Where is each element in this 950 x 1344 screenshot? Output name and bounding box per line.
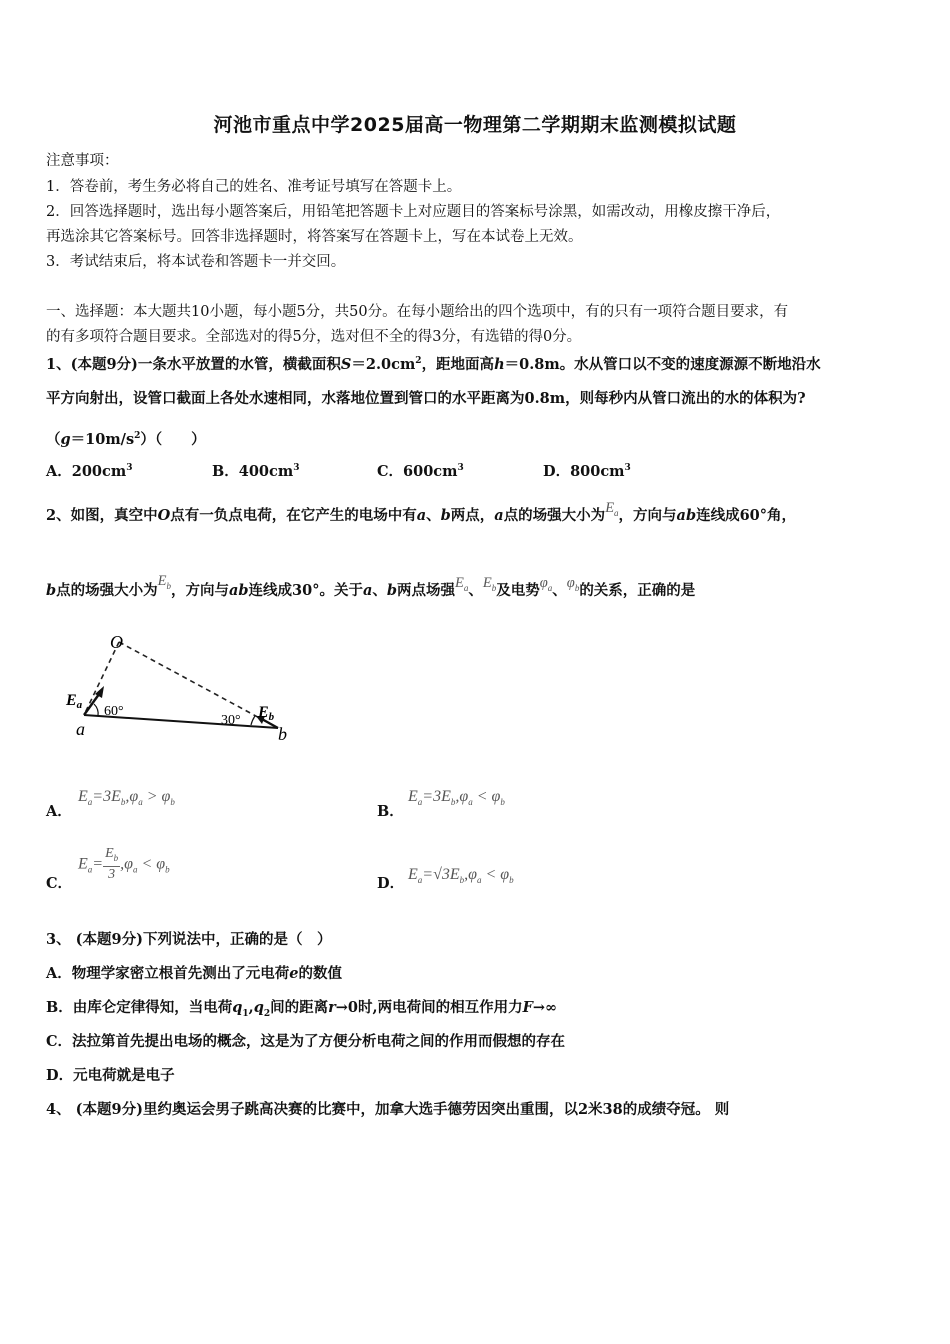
q3-option-d[interactable]: D．元电荷就是电子 — [46, 1067, 175, 1084]
q3-option-b[interactable]: B．由库仑定律得知，当电荷$q_1,q_2$间的距离r→0时,两电荷间的相互作用力F→∞ — [46, 999, 558, 1019]
label-a: a — [76, 719, 85, 739]
q1-stem-line1: 1、(本题9分)一条水平放置的水管，横截面积$S=2.0cm^2$，距地面高h＝0.8m。水从管口以不变的速度源源不断地沿水 — [46, 355, 821, 373]
section-header-line1: 一、选择题：本大题共10小题，每小题5分，共50分。在每小题给出的四个选项中，有的只有一项符合题目要求，有 — [46, 304, 789, 320]
section-header-line2: 的有多项符合题目要求。全部选对的得5分，选对但不全的得3分，有选错的得0分。 — [46, 329, 582, 345]
q3-option-c[interactable]: C．法拉第首先提出电场的概念，这是为了方便分析电荷之间的作用而假想的存在 — [46, 1033, 566, 1050]
angle-a-arc — [94, 704, 98, 716]
q1-option-d[interactable]: D．$800cm^3$ — [543, 463, 631, 480]
notice-item-2-cont: 再选涂其它答案标号。回答非选择题时，将答案写在答题卡上，写在本试卷上无效。 — [46, 229, 583, 245]
q2-option-b-label[interactable]: B． — [377, 803, 404, 820]
eb-symbol-2: $E_b$ — [482, 575, 497, 593]
notice-item-1: 1．答卷前，考生务必将自己的姓名、准考证号填写在答题卡上。 — [46, 179, 462, 195]
eb-symbol: $E_b$ — [157, 573, 171, 591]
angle-b-arc — [251, 716, 255, 725]
label-ea: Ea — [66, 692, 83, 711]
q2-option-c-expr: $E_a=$ $\frac{E_b}{3}$ $,\varphi_a < \varphi_b$ — [78, 846, 170, 882]
page-title: 河池市重点中学2025届高一物理第二学期期末监测模拟试题 — [213, 114, 737, 136]
q2-option-d-expr: $E_a=√3E_b,\varphi_a < \varphi_b$ — [408, 866, 514, 886]
label-o: O — [110, 632, 123, 652]
q3-stem: 3、 (本题9分)下列说法中，正确的是（ ） — [46, 931, 332, 948]
q2-option-b-expr: $E_a=3E_b,\varphi_a < \varphi_b$ — [408, 788, 505, 808]
q2-option-d-label[interactable]: D． — [377, 875, 405, 892]
q1-stem-line2: 平方向射出，设管口截面上各处水速相同，水落地位置到管口的水平距离为0.8m，则每秒内从管口流出的水的体积为? — [46, 390, 806, 407]
label-b: b — [278, 724, 287, 744]
notice-item-3: 3．考试结束后，将本试卷和答题卡一并交回。 — [46, 254, 346, 270]
q2-option-a-expr: $E_a=3E_b,\varphi_a > \varphi_b$ — [78, 788, 175, 808]
q1-stem-line3: $(g=10m/s^2)$（ ） — [46, 430, 206, 448]
q4-stem: 4、 (本题9分)里约奥运会男子跳高决赛的比赛中，加拿大选手德劳因突出重围，以2米38的成绩夺冠。 则 — [46, 1101, 730, 1118]
q1-option-b[interactable]: B．$400cm^3$ — [212, 463, 300, 480]
q3-option-a[interactable]: A．物理学家密立根首先测出了元电荷e的数值 — [46, 965, 342, 982]
q1-option-a[interactable]: A．$200cm^3$ — [46, 463, 133, 480]
label-angle-30: 30° — [221, 713, 241, 728]
phi-a-symbol: $\varphi_a$ — [539, 575, 553, 593]
q1-option-c[interactable]: C．$600cm^3$ — [377, 463, 464, 480]
q2-option-a-label[interactable]: A． — [46, 803, 72, 820]
label-angle-60: 60° — [104, 704, 124, 719]
ea-symbol-2: $E_a$ — [455, 575, 469, 593]
ob-dashed-line — [119, 642, 278, 728]
notice-item-2: 2．回答选择题时，选出每小题答案后，用铅笔把答题卡上对应题目的答案标号涂黑，如需改动，用橡皮擦干净后， — [46, 204, 781, 220]
q2-option-c-label[interactable]: C． — [46, 875, 73, 892]
q2-stem-line2: b点的场强大小为$E_b$，方向与ab连线成30°。关于a、b两点场强$E_a$、$E_b$及电势$\varphi_a$、$\varphi_b$的关系，正确的是 — [46, 573, 696, 599]
q2-stem-line1: 2、如图，真空中O点有一负点电荷，在它产生的电场中有a、b两点，a点的场强大小为$E_a$，方向与ab连线成60°角， — [46, 500, 797, 524]
label-eb: Eb — [258, 704, 275, 723]
notice-heading: 注意事项： — [46, 153, 119, 169]
phi-b-symbol: $\varphi_b$ — [566, 575, 580, 593]
q2-figure — [46, 620, 306, 750]
ea-symbol: $E_a$ — [605, 500, 619, 518]
